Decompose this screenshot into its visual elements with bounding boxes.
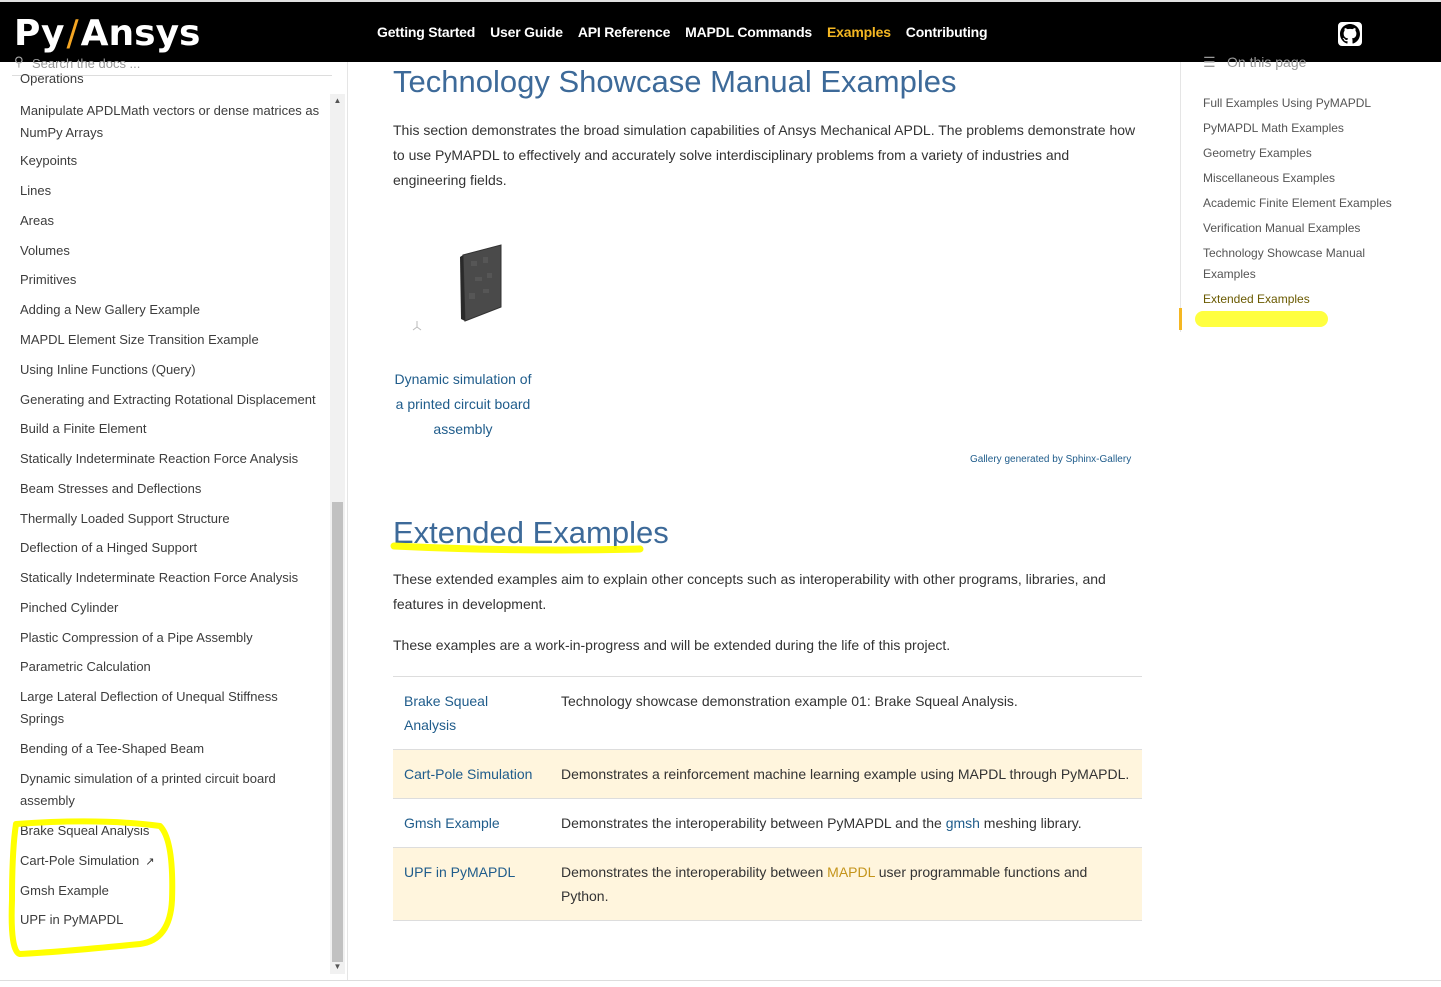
- on-this-page-toc: [1180, 54, 1420, 332]
- description-text: Demonstrates the interoperability between PyMAPDL and the: [561, 815, 946, 831]
- description-text: user programmable functions and Python.: [561, 864, 1088, 904]
- example-link-gmsh[interactable]: Gmsh Example: [393, 799, 550, 848]
- page-bottom-divider: [0, 980, 1441, 981]
- github-icon-glyph: [1340, 24, 1360, 44]
- example-link-upf[interactable]: UPF in PyMAPDL: [393, 848, 550, 921]
- sidebar-item[interactable]: [20, 537, 320, 559]
- scroll-up-arrow-icon[interactable]: ▲: [333, 96, 342, 105]
- search-placeholder: Search the docs ...: [32, 56, 141, 71]
- sidebar-item[interactable]: [20, 478, 320, 500]
- sidebar-item[interactable]: [20, 269, 320, 291]
- table-row: [393, 750, 1142, 799]
- sidebar-item[interactable]: [20, 150, 320, 172]
- list-icon: ☰: [1203, 54, 1216, 70]
- gallery-thumbnail-caption[interactable]: Dynamic simulation of a printed circuit board assembly: [394, 371, 532, 437]
- logo-py-text: Py: [14, 12, 65, 54]
- toc-item[interactable]: Miscellaneous Examples: [1203, 171, 1336, 185]
- sidebar-item-label[interactable]: Thermally Loaded Support Structure: [20, 511, 230, 526]
- toc-active-indicator: [1179, 308, 1182, 330]
- left-sidebar: [0, 54, 348, 980]
- scroll-down-arrow-icon[interactable]: ▼: [333, 962, 342, 971]
- sidebar-item-label[interactable]: Statically Indeterminate Reaction Force Analysis: [20, 451, 299, 466]
- sidebar-item[interactable]: [20, 210, 320, 232]
- toc-item[interactable]: Extended Examples: [1203, 292, 1310, 306]
- sidebar-item-label[interactable]: Cart-Pole Simulation: [20, 853, 140, 868]
- nav-examples[interactable]: Examples: [827, 24, 891, 40]
- top-nav-links: [377, 24, 987, 40]
- sidebar-item[interactable]: [20, 359, 320, 381]
- sidebar-item[interactable]: [20, 240, 320, 262]
- sidebar-item-label[interactable]: Gmsh Example: [20, 883, 109, 898]
- sidebar-item-label[interactable]: Keypoints: [20, 153, 78, 168]
- sidebar-item-label[interactable]: Generating and Extracting Rotational Displacement: [20, 392, 316, 407]
- sidebar-item[interactable]: [20, 768, 320, 812]
- sidebar-item-label[interactable]: Operations: [20, 71, 84, 86]
- sidebar-item[interactable]: [20, 389, 320, 411]
- table-row: [393, 848, 1142, 921]
- nav-getting-started[interactable]: Getting Started: [377, 24, 476, 40]
- sidebar-item-label[interactable]: Pinched Cylinder: [20, 600, 119, 615]
- sidebar-item-label[interactable]: Deflection of a Hinged Support: [20, 540, 198, 555]
- external-link-icon: ↗: [145, 856, 155, 868]
- toc-header-label: On this page: [1227, 54, 1307, 70]
- sidebar-item[interactable]: [20, 597, 320, 619]
- example-description: [550, 848, 1142, 921]
- sidebar-item-label[interactable]: Areas: [20, 213, 54, 228]
- logo-ansys-text: Ansys: [80, 12, 201, 54]
- sidebar-item-label[interactable]: Large Lateral Deflection of Unequal Stiffness Springs: [20, 689, 278, 726]
- sidebar-item[interactable]: [20, 850, 320, 873]
- sidebar-item[interactable]: [20, 508, 320, 530]
- sidebar-item[interactable]: [20, 418, 320, 440]
- tsm-section-title: Technology Showcase Manual Examples: [393, 64, 957, 99]
- example-link-brake-squeal[interactable]: Brake Squeal Analysis: [393, 677, 550, 750]
- sidebar-item-label[interactable]: Statically Indeterminate Reaction Force Analysis: [20, 570, 299, 585]
- search-icon: ⚲: [14, 54, 24, 69]
- sidebar-item-label[interactable]: Beam Stresses and Deflections: [20, 481, 202, 496]
- example-link-cart-pole[interactable]: Cart-Pole Simulation: [393, 750, 550, 799]
- extended-examples-description: These extended examples aim to explain other concepts such as interoperability with other programs, libraries, and features in development.: [393, 571, 1106, 612]
- sidebar-item-label[interactable]: Primitives: [20, 272, 77, 287]
- sidebar-item[interactable]: [20, 299, 320, 321]
- sidebar-item-label[interactable]: UPF in PyMAPDL: [20, 912, 124, 927]
- sidebar-item[interactable]: [20, 656, 320, 678]
- description-text: meshing library.: [979, 815, 1082, 831]
- sidebar-item-label[interactable]: Brake Squeal Analysis: [20, 823, 150, 838]
- toc-header: [1203, 54, 1306, 71]
- nav-api-reference[interactable]: API Reference: [577, 24, 671, 40]
- tsm-description: This section demonstrates the broad simulation capabilities of Ansys Mechanical APDL. The problems demonstrate how to use PyMAPDL to effectively and accurately solve interdisciplinary problems from a variety of industries and engineering fields.: [393, 122, 1136, 188]
- pcb-thumbnail-image: [413, 237, 513, 347]
- sidebar-item[interactable]: [20, 100, 320, 144]
- sidebar-item[interactable]: [20, 329, 320, 351]
- toc-item[interactable]: Geometry Examples: [1203, 146, 1312, 160]
- sidebar-item-label[interactable]: Manipulate APDLMath vectors or dense matrices as NumPy Arrays: [20, 103, 320, 140]
- example-description: [550, 799, 1142, 848]
- sidebar-item[interactable]: [20, 180, 320, 202]
- toc-item[interactable]: Verification Manual Examples: [1203, 221, 1361, 235]
- example-description: Demonstrates a reinforcement machine learning example using MAPDL through PyMAPDL.: [550, 750, 1142, 799]
- extended-examples-table: [393, 676, 1142, 921]
- toc-item[interactable]: Full Examples Using PyMAPDL: [1203, 96, 1372, 110]
- toc-list: [1203, 93, 1403, 314]
- table-row: [393, 677, 1142, 750]
- sidebar-item[interactable]: [20, 448, 320, 470]
- sidebar-item[interactable]: [20, 880, 320, 902]
- gmsh-link[interactable]: gmsh: [945, 815, 980, 831]
- toc-item[interactable]: Technology Showcase Manual Examples: [1203, 246, 1366, 281]
- sidebar-item[interactable]: [20, 909, 320, 931]
- sidebar-item[interactable]: [20, 68, 320, 90]
- sidebar-item-label[interactable]: Plastic Compression of a Pipe Assembly: [20, 630, 253, 645]
- table-row: [393, 799, 1142, 848]
- sidebar-item[interactable]: [20, 738, 320, 760]
- nav-contributing[interactable]: Contributing: [905, 24, 988, 40]
- scrollbar-thumb[interactable]: [332, 502, 343, 962]
- toc-item[interactable]: PyMAPDL Math Examples: [1203, 121, 1344, 135]
- sidebar-item[interactable]: [20, 820, 320, 842]
- sidebar-item-label[interactable]: MAPDL Element Size Transition Example: [20, 332, 259, 347]
- sphinx-gallery-credit-link[interactable]: Gallery generated by Sphinx-Gallery: [970, 454, 1132, 465]
- mapdl-code-reference: MAPDL: [827, 864, 875, 880]
- sidebar-item[interactable]: [20, 627, 320, 649]
- sidebar-item-label[interactable]: Adding a New Gallery Example: [20, 302, 200, 317]
- sidebar-item-label[interactable]: Using Inline Functions (Query): [20, 362, 196, 377]
- sidebar-item-label[interactable]: Dynamic simulation of a printed circuit board assembly: [20, 771, 276, 808]
- description-text: Demonstrates the interoperability between: [561, 864, 828, 880]
- extended-examples-wip-note: These examples are a work-in-progress and will be extended during the life of this project.: [393, 637, 951, 653]
- sidebar-item-label[interactable]: Build a Finite Element: [20, 421, 147, 436]
- sidebar-item[interactable]: [20, 686, 320, 730]
- extended-examples-title: Extended Examples: [393, 515, 669, 550]
- sidebar-scrollbar[interactable]: [330, 94, 345, 974]
- sidebar-item-label[interactable]: Volumes: [20, 243, 70, 258]
- nav-user-guide[interactable]: User Guide: [490, 24, 563, 40]
- sidebar-item-label[interactable]: Bending of a Tee-Shaped Beam: [20, 741, 205, 756]
- pyansys-logo[interactable]: [14, 12, 200, 54]
- sidebar-item-label[interactable]: Parametric Calculation: [20, 659, 151, 674]
- sidebar-item-label[interactable]: Lines: [20, 183, 52, 198]
- sidebar-item[interactable]: [20, 567, 320, 589]
- example-description: Technology showcase demonstration example 01: Brake Squeal Analysis.: [550, 677, 1142, 750]
- nav-mapdl-commands[interactable]: MAPDL Commands: [685, 24, 813, 40]
- toc-item[interactable]: Academic Finite Element Examples: [1203, 196, 1392, 210]
- github-icon[interactable]: [1338, 22, 1362, 46]
- logo-slash: /: [66, 12, 79, 54]
